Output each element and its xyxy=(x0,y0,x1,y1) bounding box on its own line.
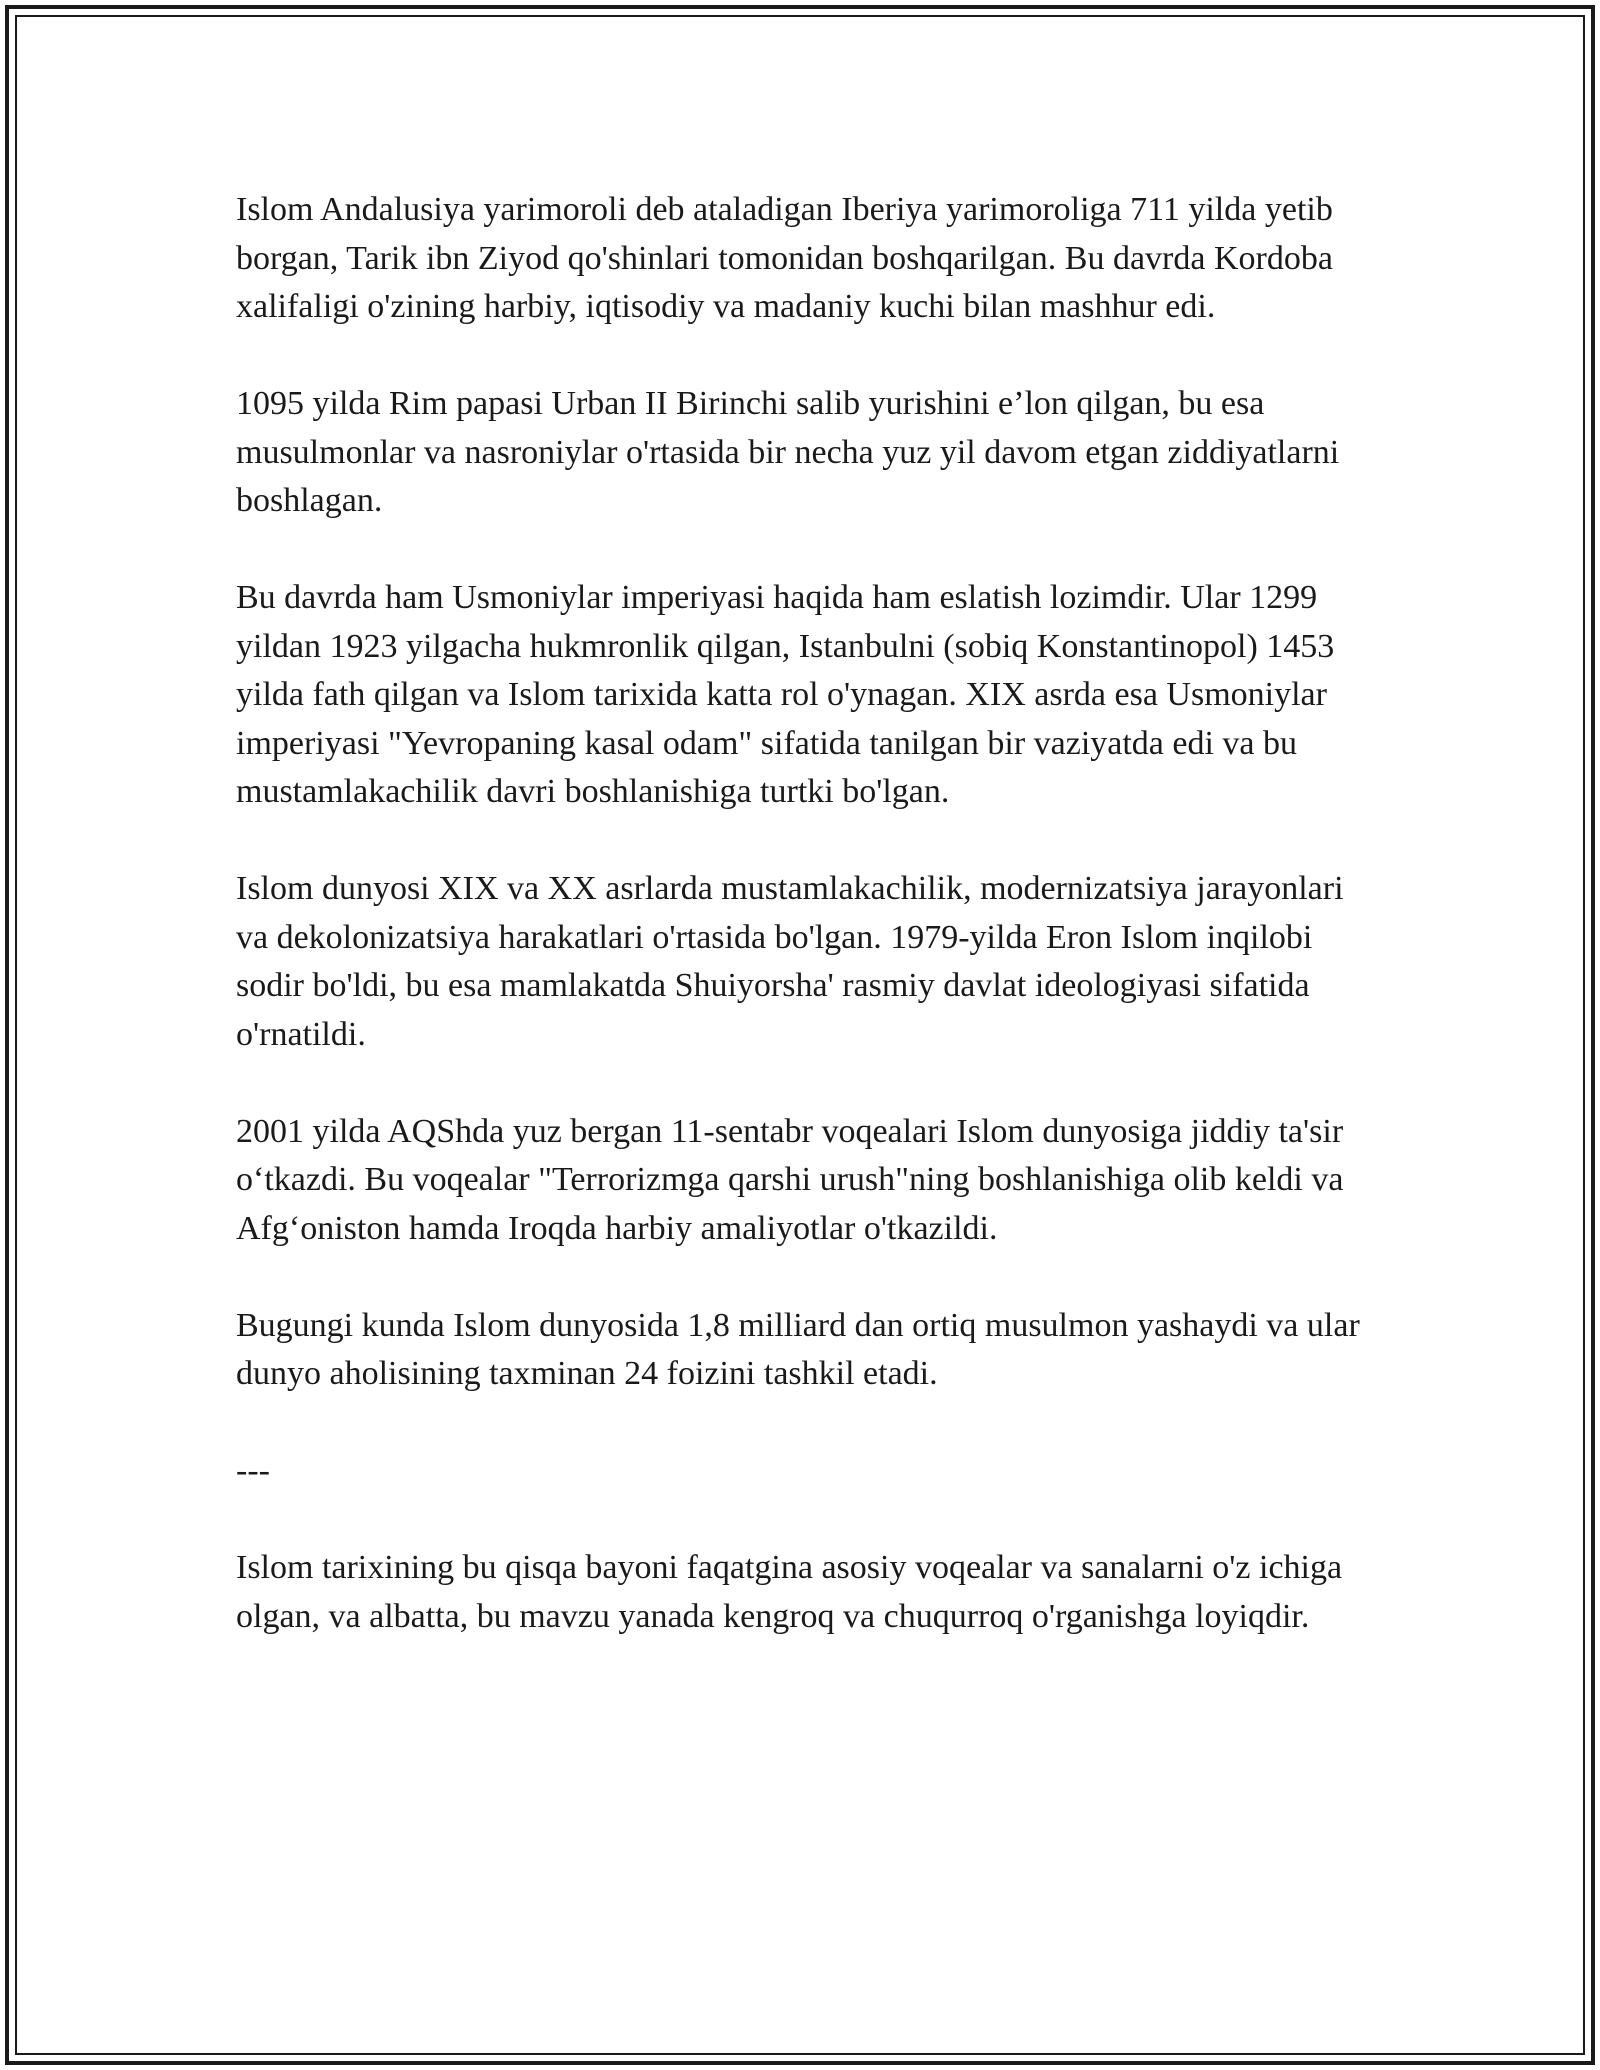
paragraph-conclusion: Islom tarixining bu qisqa bayoni faqatgina asosiy voqealar va sanalarni o'z ichiga olgan, va albatta, bu mavzu yanada kengroq va chuqurroq o'rganishga loyiqdir. xyxy=(236,1549,1343,1635)
paragraph-population: Bugungi kunda Islom dunyosida 1,8 milliard dan ortiq musulmon yashaydi va ular dunyo aholisining taxminan 24 foizini tashkil etadi. xyxy=(236,1306,1360,1392)
section-separator: --- xyxy=(236,1452,270,1489)
paragraph-crusade: 1095 yilda Rim papasi Urban II Birinchi salib yurishini e’lon qilgan, bu esa musulmonlar va nasroniylar o'rtasida bir necha yuz yil davom etgan ziddiyatlarni boshlagan. xyxy=(236,385,1340,519)
paragraph-september-11: 2001 yilda AQShda yuz bergan 11-sentabr voqealari Islom dunyosiga jiddiy ta'sir o‘tkazdi. Bu voqealar "Terrorizmga qarshi urush"ning boshlanishiga olib keldi va Afg‘oniston hamda Iroqda harbiy amaliyotlar o'tkazildi. xyxy=(236,1112,1344,1247)
paragraph-colonialism: Islom dunyosi XIX va XX asrlarda mustamlakachilik, modernizatsiya jarayonlari va dekolonizatsiya harakatlari o'rtasida bo'lgan. 1979-yilda Eron Islom inqilobi sodir bo'ldi, bu esa mamlakatda Shuiyorsha' rasmiy davlat ideologiyasi sifatida o'rnatildi. xyxy=(236,870,1344,1053)
document-body xyxy=(236,186,1376,1690)
paragraph-andalusia: Islom Andalusiya yarimoroli deb ataladigan Iberiya yarimoroliga 711 yilda yetib borgan, Tarik ibn Ziyod qo'shinlari tomonidan boshqarilgan. Bu davrda Kordoba xalifaligi o'zining harbiy, iqtisodiy va madaniy kuchi bilan mashhur edi. xyxy=(236,191,1333,325)
paragraph-ottoman: Bu davrda ham Usmoniylar imperiyasi haqida ham eslatish lozimdir. Ular 1299 yildan 1923 yilgacha hukmronlik qilgan, Istanbulni (sobiq Konstantinopol) 1453 yilda fath qilgan va Islom tarixida katta rol o'ynagan. XIX asrda esa Usmoniylar imperiyasi "Yevropaning kasal odam" sifatida tanilgan bir vaziyatda edi va bu mustamlakachilik davri boshlanishiga turtki bo'lgan. xyxy=(236,579,1335,810)
